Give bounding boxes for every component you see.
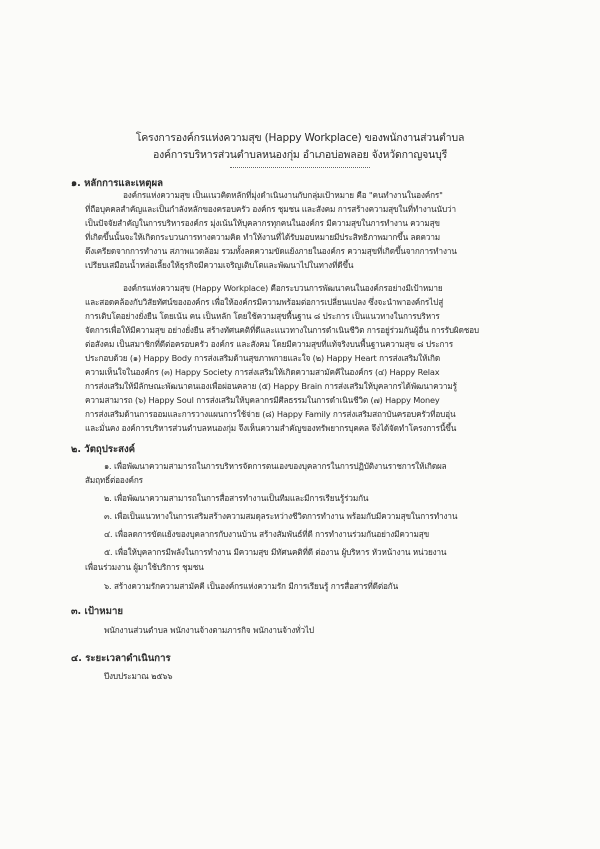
section-3-heading: ๓. เป้าหมาย bbox=[71, 606, 123, 617]
section-1-para-1-line: ที่เกิดขึ้นนั้นจะให้เกิดกระบวนการทางความคิด ทำให้งานที่ได้รับมอบหมายมีประสิทธิภาพมากขึ้น ลดความ bbox=[85, 232, 441, 242]
section-1-para-2-line: การส่งเสริมให้มีลักษณะพัฒนาตนเองเพื่อผ่อนคลาย (๕) Happy Brain การส่งเสริมให้บุคลากรได้พัฒนาความรู้ bbox=[85, 381, 457, 391]
section-1-para-2-line: ความเห็นใจในองค์กร (๓) Happy Society การส่งเสริมให้เกิดความสามัคคีในองค์กร (๔) Happy Relax bbox=[85, 367, 440, 377]
section-1-para-1-line: เปรียบเสมือนน้ำหล่อเลี้ยงให้ธุรกิจมีความเจริญเติบโตและพัฒนาไปในทางที่ดีขึ้น bbox=[85, 260, 354, 270]
section-1-para-2-line: และมั่นคง องค์การบริหารส่วนตำบลหนองกุ่ม จึงเห็นความสำคัญของทรัพยากรบุคคล จึงได้จัดทำโครงการนี้ขึ้น bbox=[85, 423, 457, 433]
objective-item: ๑. เพื่อพัฒนาความสามารถในการบริหารจัดการตนเองของบุคลากรในการปฏิบัติงานราชการให้เกิดผล bbox=[104, 461, 447, 471]
section-1-heading: ๑. หลักการและเหตุผล bbox=[71, 178, 163, 189]
section-2-heading: ๒. วัตถุประสงค์ bbox=[71, 444, 136, 455]
objective-item-continuation: สัมฤทธิ์ต่อองค์กร bbox=[85, 475, 143, 485]
section-1-para-2-line: การเติบโตอย่างยั่งยืน โดยเน้น คน เป็นหลัก โดยใช้ความสุขพื้นฐาน ๘ ประการ เป็นแนวทางในการบริหาร bbox=[85, 311, 440, 321]
section-1-para-2-line: องค์กรแห่งความสุข (Happy Workplace) คือกระบวนการพัฒนาคนในองค์กรอย่างมีเป้าหมาย bbox=[123, 283, 443, 293]
section-1-para-1-line: ตึงเครียดจากการทำงาน สภาพแวดล้อม รวมทั้งลดความขัดแย้งภายในองค์กร ความสุขที่เกิดขึ้นจากการทำงาน bbox=[85, 246, 457, 256]
section-1-para-2-line: การส่งเสริมด้านการออมและการวางแผนการใช้จ่าย (๘) Happy Family การส่งเสริมสถาบันครอบครัวที่อบอุ่น bbox=[85, 409, 456, 419]
objective-item: ๓. เพื่อเป็นแนวทางในการเสริมสร้างความสมดุลระหว่างชีวิตการทำงาน พร้อมกับมีความสุขในการทำงาน bbox=[104, 511, 458, 521]
section-4-heading: ๔. ระยะเวลาดำเนินการ bbox=[71, 653, 171, 664]
section-1-para-2-line: ประกอบด้วย (๑) Happy Body การส่งเสริมด้านสุขภาพกายและใจ (๒) Happy Heart การส่งเสริมให้เกิด bbox=[85, 353, 440, 363]
objective-item: ๔. เพื่อลดการขัดแย้งของบุคลากรกับงานบ้าน สร้างสัมพันธ์ที่ดี การทำงานร่วมกันอย่างมีความสุข bbox=[104, 529, 430, 539]
document-title-line-2: องค์การบริหารส่วนตำบลหนองกุ่ม อำเภอบ่อพลอย จังหวัดกาญจนบุรี bbox=[152, 149, 448, 161]
section-1-para-1-line: ที่ถือบุคคลสำคัญและเป็นกำลังหลักของครอบครัว องค์กร ชุมชน และสังคม การสร้างความสุขในที่ทำงานนับว่า bbox=[85, 204, 456, 214]
duration-text: ปีงบประมาณ ๒๕๖๖ bbox=[104, 671, 173, 681]
title-divider bbox=[230, 167, 370, 168]
section-1-para-2-line: และสอดคล้องกับวิสัยทัศน์ขององค์กร เพื่อให้องค์กรมีความพร้อมต่อการเปลี่ยนแปลง ซึ่งจะนำพาองค์กรไปสู่ bbox=[85, 297, 444, 307]
section-1-para-2-line: ความสามารถ (๖) Happy Soul การส่งเสริมให้บุคลากรมีศีลธรรมในการดำเนินชีวิต (๗) Happy Money bbox=[85, 395, 440, 405]
objective-item: ๖. สร้างความรักความสามัคคี เป็นองค์กรแห่งความรัก มีการเรียนรู้ การสื่อสารที่ดีต่อกัน bbox=[104, 581, 399, 591]
objective-item-continuation: เพื่อนร่วมงาน ผู้มาใช้บริการ ชุมชน bbox=[85, 562, 204, 572]
document-title-line-1: โครงการองค์กรแห่งความสุข (Happy Workplace) ของพนักงานส่วนตำบล bbox=[135, 132, 465, 144]
target-group-text: พนักงานส่วนตำบล พนักงานจ้างตามภารกิจ พนักงานจ้างทั่วไป bbox=[104, 625, 314, 635]
section-1-para-1-line: เป็นปัจจัยสำคัญในการบริหารองค์กร มุ่งเน้นให้บุคลากรทุกคนในองค์กร มีความสุขในการทำงาน ความสุข bbox=[85, 218, 440, 228]
section-1-para-2-line: จัดการเพื่อให้มีความสุข อย่างยั่งยืน สร้างทัศนคติที่ดีและแนวทางในการดำเนินชีวิต การอยู่ร่วมกันผู้อื่น การรับผิดชอบ bbox=[85, 325, 479, 335]
objective-item: ๒. เพื่อพัฒนาความสามารถในการสื่อสารทำงานเป็นทีมและมีการเรียนรู้ร่วมกัน bbox=[104, 493, 369, 503]
objective-item: ๕. เพื่อให้บุคลากรมีพลังในการทำงาน มีความสุข มีทัศนคติที่ดี ต่องาน ผู้บริหาร หัวหน้างาน หน่วยงาน bbox=[104, 547, 447, 557]
section-1-para-1-line: องค์กรแห่งความสุข เป็นแนวคิดหลักที่มุ่งดำเนินงานกับกลุ่มเป้าหมาย คือ "คนทำงานในองค์กร" bbox=[123, 190, 443, 200]
section-1-para-2-line: ต่อสังคม เป็นสมาชิกที่ดีต่อครอบครัว องค์กร และสังคม โดยมีความสุขที่แท้จริงบนพื้นฐานความสุข ๘ ประการ bbox=[85, 339, 453, 349]
